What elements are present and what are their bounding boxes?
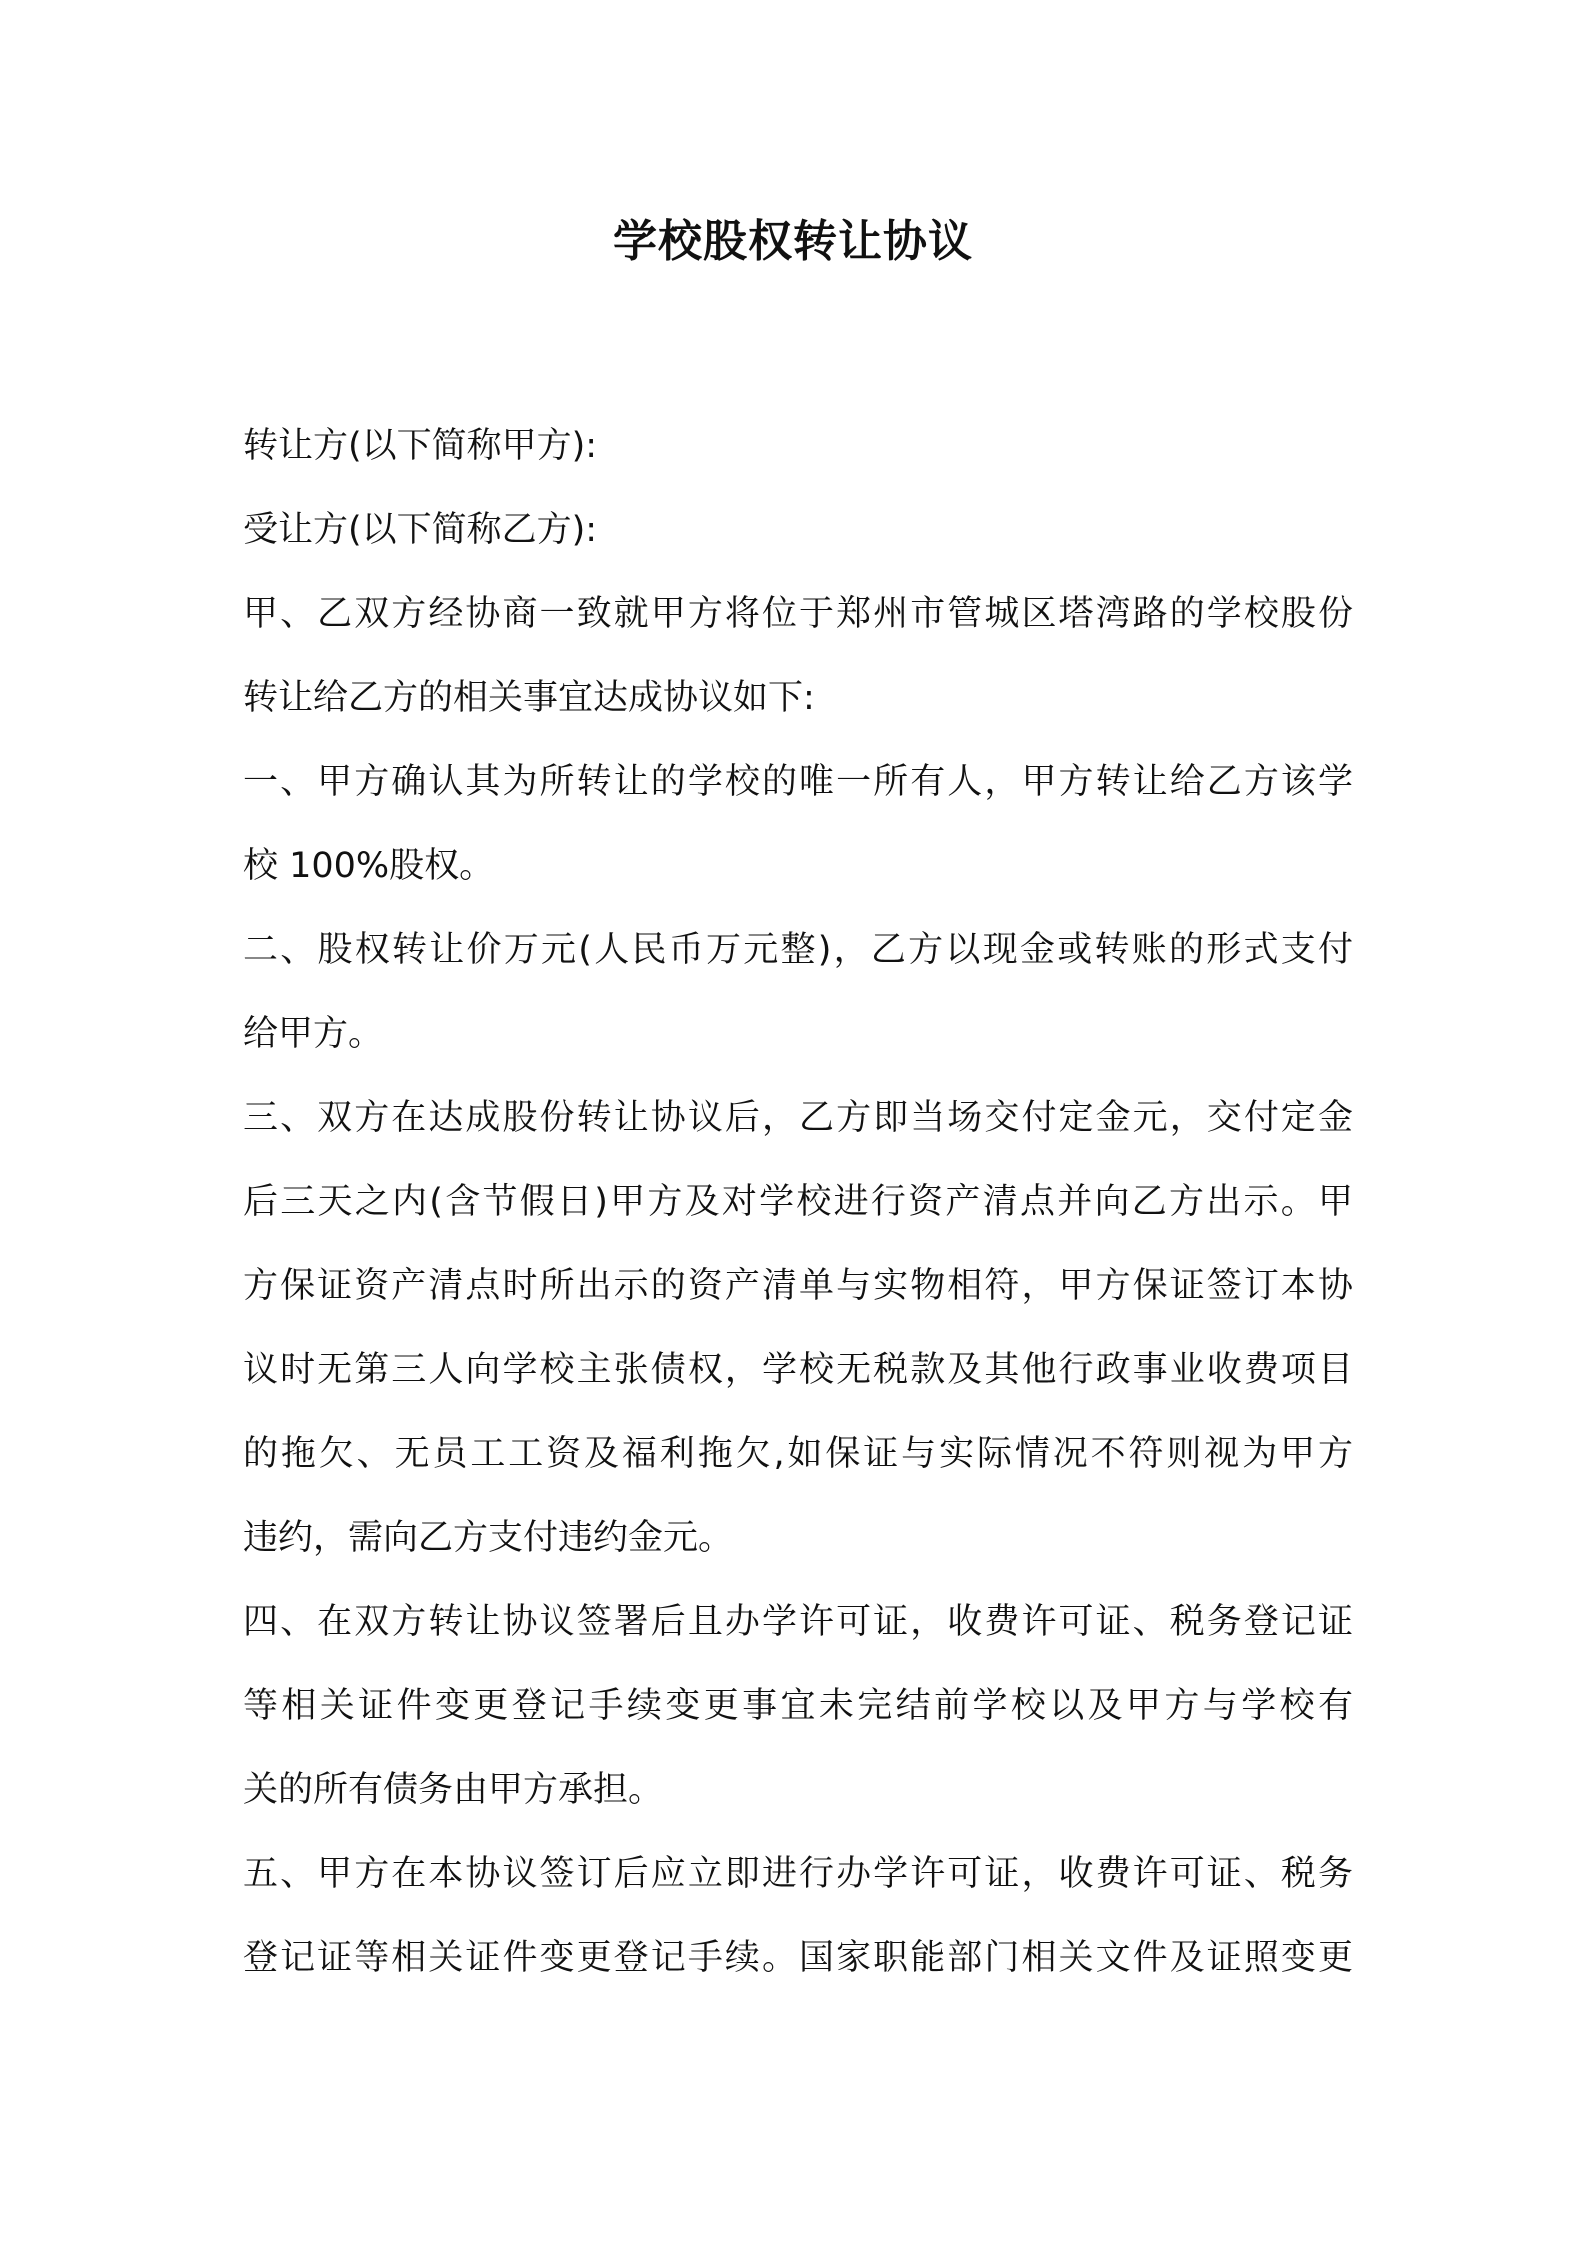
clause-3-line: 三、双方在达成股份转让协议后，乙方即当场交付定金元，交付定金 (243, 1098, 1353, 1138)
clause-3-line: 议时无第三人向学校主张债权，学校无税款及其他行政事业收费项目 (243, 1350, 1353, 1390)
clause-5-line: 五、甲方在本协议签订后应立即进行办学许可证，收费许可证、税务 (243, 1854, 1353, 1894)
party-b-line: 受让方(以下简称乙方): (243, 510, 598, 550)
document-title: 学校股权转让协议 (613, 216, 973, 267)
clause-2-line: 二、股权转让价万元(人民币万元整)，乙方以现金或转账的形式支付 (243, 930, 1353, 970)
intro-line: 甲、乙双方经协商一致就甲方将位于郑州市管城区塔湾路的学校股份 (243, 594, 1353, 634)
document-body (243, 404, 1353, 2000)
clause-5-line: 登记证等相关证件变更登记手续。国家职能部门相关文件及证照变更 (243, 1938, 1353, 1978)
clause-3-line: 的拖欠、无员工工资及福利拖欠,如保证与实际情况不符则视为甲方 (243, 1434, 1353, 1474)
clause-4-line: 等相关证件变更登记手续变更事宜未完结前学校以及甲方与学校有 (243, 1686, 1353, 1726)
clause-3-line: 违约，需向乙方支付违约金元。 (243, 1518, 734, 1558)
clause-4-line: 关的所有债务由甲方承担。 (243, 1770, 664, 1810)
clause-4-line: 四、在双方转让协议签署后且办学许可证，收费许可证、税务登记证 (243, 1602, 1353, 1642)
clause-2-line: 给甲方。 (243, 1014, 384, 1054)
clause-3-line: 后三天之内(含节假日)甲方及对学校进行资产清点并向乙方出示。甲 (243, 1182, 1353, 1222)
clause-1-line: 校 100%股权。 (243, 846, 495, 886)
party-a-line: 转让方(以下简称甲方): (243, 426, 598, 466)
clause-3-line: 方保证资产清点时所出示的资产清单与实物相符，甲方保证签订本协 (243, 1266, 1353, 1306)
clause-1-line: 一、甲方确认其为所转让的学校的唯一所有人，甲方转让给乙方该学 (243, 762, 1353, 802)
intro-line: 转让给乙方的相关事宜达成协议如下: (243, 678, 815, 718)
